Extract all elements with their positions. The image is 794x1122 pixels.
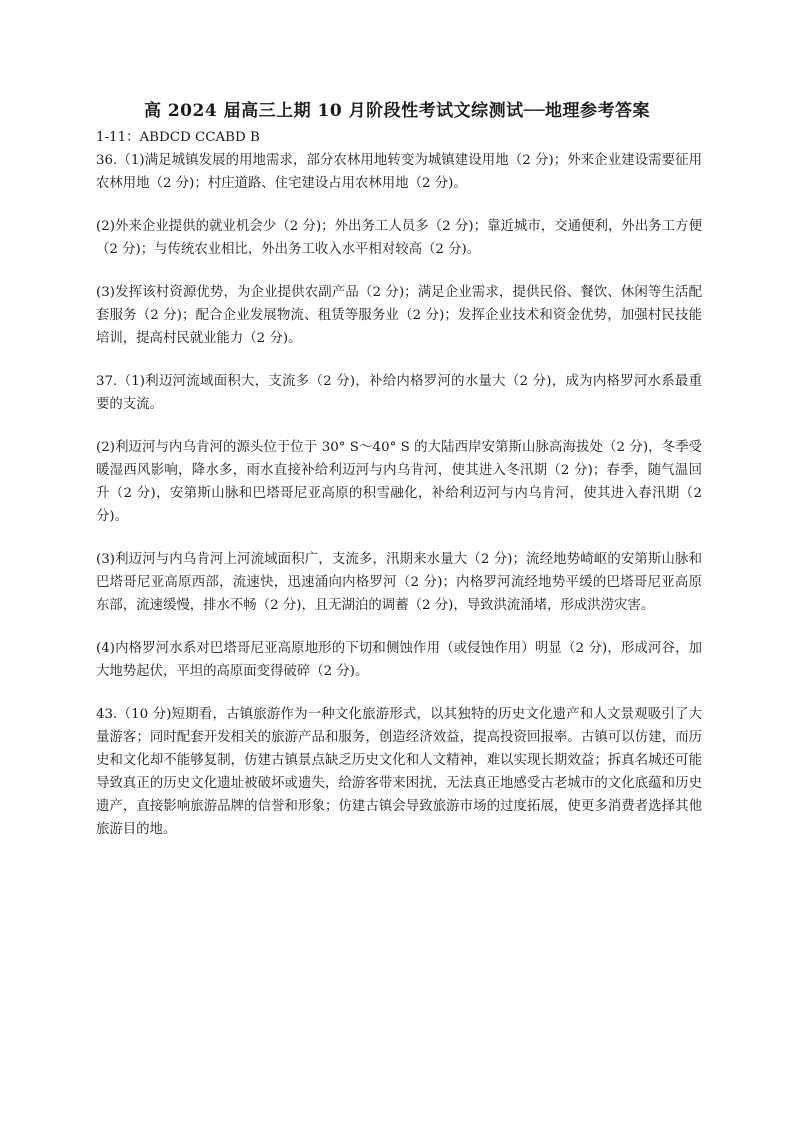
q37-part-2: (2)利迈河与内乌肯河的源头位于位于 30° S～40° S 的大陆西岸安第斯山脉高海拔处（2 分)，冬季受暖湿西风影响，降水多，雨水直接补给利迈河与内乌肯河，使其进入冬汛期（2 分)；春季，随气温回升（2 分)，安第斯山脉和巴塔哥尼亚高原的积雪融化，补给利迈河与内乌肯河，使其进入春汛期（2 分)。 (96, 440, 702, 524)
question-37 (96, 370, 702, 683)
q36-part-1: 36.（1)满足城镇发展的用地需求，部分农林用地转变为城镇建设用地（2 分)；外来企业建设需要征用农林用地（2 分)；村庄道路、住宅建设占用农林用地（2 分)。 (96, 153, 702, 191)
q37-part-1: 37.（1)利迈河流域面积大，支流多（2 分)，补给内格罗河的水量大（2 分)，成为内格罗河水系最重要的支流。 (96, 374, 702, 412)
page-title: 高 2024 届高三上期 10 月阶段性考试文综测试──地理参考答案 (143, 101, 651, 121)
q37-part-3: (3)利迈河与内乌肯河上河流域面积广，支流多，汛期来水量大（2 分)；流经地势崎岖的安第斯山脉和巴塔哥尼亚高原西部，流速快，迅速涌向内格罗河（2 分)；内格罗河流经地势平缓的巴塔哥尼亚高原东部，流速缓慢，排水不畅（2 分)，且无湖泊的调蓄（2 分)，导致洪流涌堵，形成洪涝灾害。 (96, 552, 702, 613)
q36-part-3: (3)发挥该村资源优势，为企业提供农副产品（2 分)；满足企业需求，提供民俗、餐饮、休闲等生活配套服务（2 分)；配合企业发展物流、租赁等服务业（2 分)；发挥企业技术和资金优势，加强村民技能培训，提高村民就业能力（2 分)。 (96, 285, 702, 346)
q43-answer: 43.（10 分)短期看，古镇旅游作为一种文化旅游形式，以其独特的历史文化遗产和人文景观吸引了大量游客；同时配套开发相关的旅游产品和服务，创造经济效益，提高投资回报率。古镇可以仿建，而历史和文化却不能够复制，仿建古镇景点缺乏历史文化和人文精神，难以实现长期效益；拆真名城还可能导致真正的历史文化遗址被破坏或遗失，给游客带来困扰，无法真正地感受古老城市的文化底蕴和历史遗产，直接影响旅游品牌的信誉和形象；仿建古镇会导致旅游市场的过度拓展，使更多消费者选择其他旅游目的地。 (96, 707, 702, 837)
answer-content (96, 126, 702, 841)
q36-part-2: (2)外来企业提供的就业机会少（2 分)；外出务工人员多（2 分)；靠近城市，交通便利，外出务工方便（2 分)；与传统农业相比，外出务工收入水平相对较高（2 分)。 (96, 219, 702, 257)
q37-part-4: (4)内格罗河水系对巴塔哥尼亚高原地形的下切和侧蚀作用（或侵蚀作用）明显（2 分)，形成河谷，加大地势起伏，平坦的高原面变得破碎（2 分)。 (96, 641, 702, 679)
question-43 (96, 703, 702, 841)
question-36 (96, 149, 702, 350)
multiple-choice-answers: 1-11：ABDCD CCABD B (96, 130, 260, 145)
